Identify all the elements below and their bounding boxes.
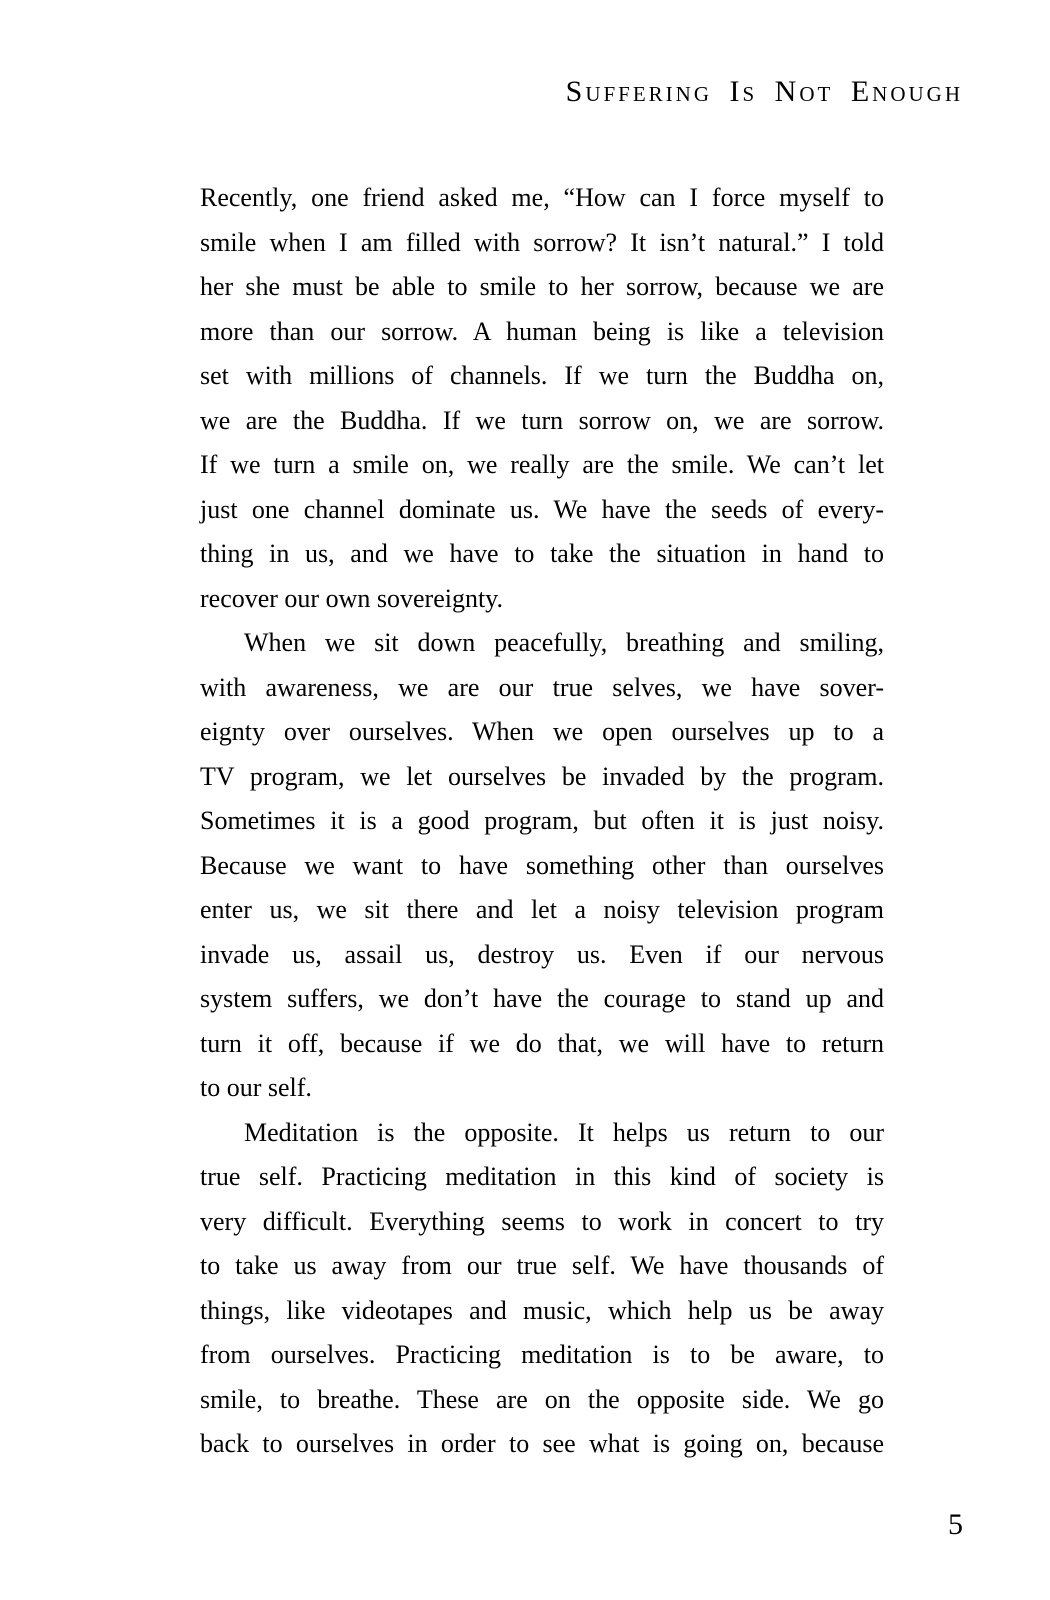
text-line: thing in us, and we have to take the situation in hand to [200, 539, 884, 568]
text-line: Meditation is the opposite. It helps us return to our [244, 1117, 884, 1147]
text-line: with awareness, we are our true selves, we have sover- [200, 672, 884, 702]
text-line: enter us, we sit there and let a noisy television program [200, 895, 884, 924]
text-line: set with millions of channels. If we turn the Buddha on, [200, 361, 884, 390]
text-line: Because we want to have something other than ourselves [200, 850, 884, 880]
text-line: system suffers, we don’t have the courage to stand up and [200, 984, 884, 1013]
text-line: more than our sorrow. A human being is like a television [200, 316, 884, 346]
text-line: her she must be able to smile to her sorrow, because we are [200, 272, 884, 301]
text-line: Recently, one friend asked me, “How can I force myself to [200, 183, 884, 212]
text-line: TV program, we let ourselves be invaded by the program. [200, 761, 884, 791]
page-number: 5 [948, 1508, 963, 1541]
text-line: smile, to breathe. These are on the opposite side. We go [200, 1384, 884, 1414]
text-line: very difficult. Everything seems to work in concert to try [200, 1206, 884, 1236]
text-line: When we sit down peacefully, breathing and smiling, [244, 628, 884, 657]
text-line: to our self. [200, 1073, 312, 1102]
text-line: recover our own sovereignty. [200, 583, 503, 613]
running-head: Suffering Is Not Enough [565, 75, 963, 108]
text-line: true self. Practicing meditation in this kind of society is [200, 1162, 884, 1191]
text-line: things, like videotapes and music, which help us be away [200, 1295, 884, 1325]
text-line: from ourselves. Practicing meditation is to be aware, to [200, 1340, 884, 1369]
text-line: invade us, assail us, destroy us. Even if our nervous [200, 939, 884, 969]
text-line: we are the Buddha. If we turn sorrow on, we are sorrow. [200, 405, 884, 435]
text-line: Sometimes it is a good program, but often it is just noisy. [200, 806, 884, 835]
text-line: eignty over ourselves. When we open ourselves up to a [200, 717, 884, 746]
text-line: smile when I am filled with sorrow? It isn’t natural.” I told [200, 227, 884, 257]
text-line: to take us away from our true self. We have thousands of [200, 1251, 884, 1280]
text-line: turn it off, because if we do that, we will have to return [200, 1028, 884, 1058]
text-line: just one channel dominate us. We have the seeds of every- [200, 494, 884, 524]
text-line: back to ourselves in order to see what is going on, because [200, 1429, 884, 1458]
text-block [200, 176, 884, 1467]
text-line: If we turn a smile on, we really are the smile. We can’t let [200, 450, 884, 479]
